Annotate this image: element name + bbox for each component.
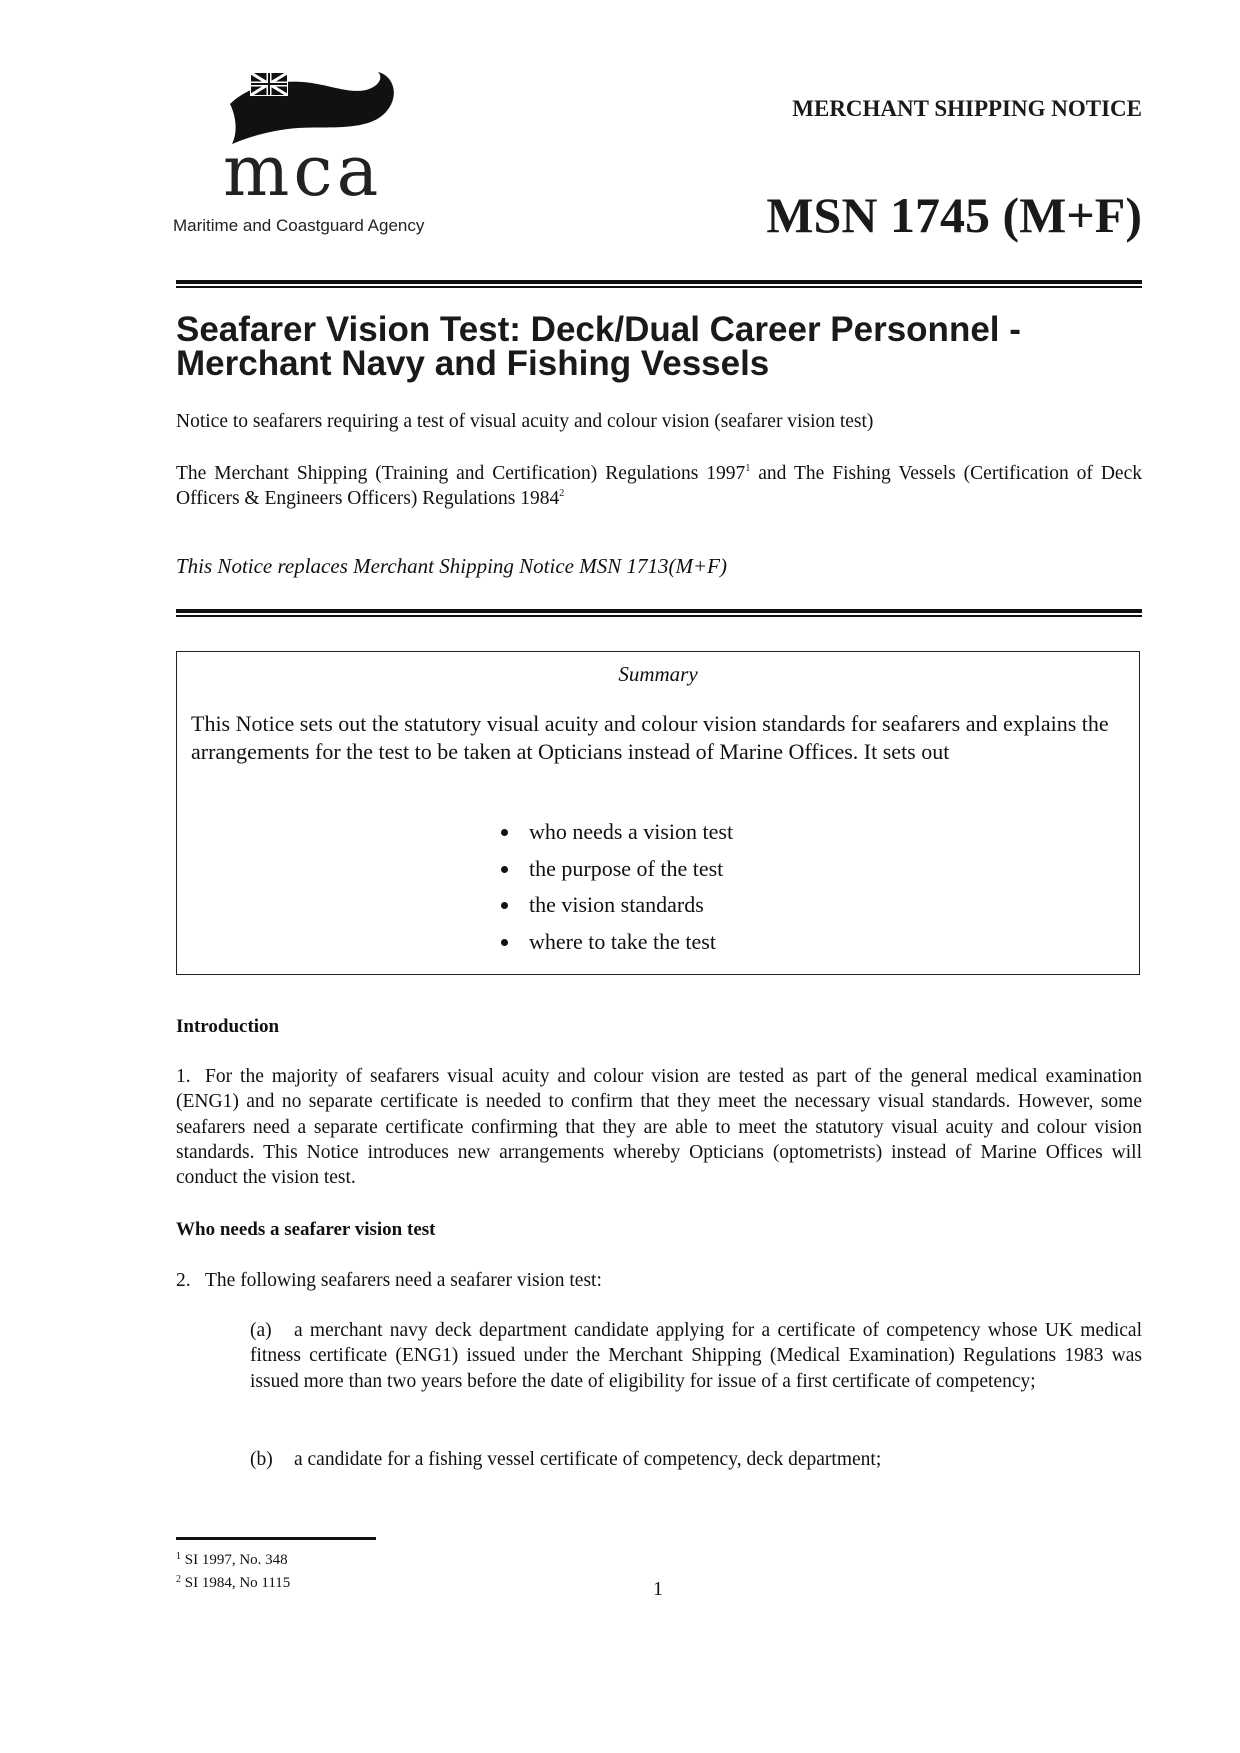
notice-type: MERCHANT SHIPPING NOTICE [792, 96, 1142, 121]
paragraph-number: 2. [176, 1270, 191, 1291]
regulations-part2: and The Fishing Vessels (Certification of Deck Officers & Engineers Officers) Regulations 1984 [176, 463, 1142, 509]
regulations-part1: The Merchant Shipping (Training and Certification) Regulations 1997 [176, 463, 746, 484]
subparagraph-text: a candidate for a fishing vessel certificate of competency, deck department; [294, 1449, 882, 1470]
footnote-divider [176, 1537, 376, 1540]
list-item: the purpose of the test [499, 857, 733, 894]
agency-name: Maritime and Coastguard Agency [173, 216, 425, 235]
paragraph-number: 1. [176, 1066, 191, 1087]
subparagraph-a [250, 1318, 1142, 1394]
paragraph-1 [176, 1064, 1142, 1190]
mca-logo [168, 66, 478, 246]
footnote-text: SI 1997, No. 348 [184, 1552, 288, 1568]
summary-list [499, 820, 733, 966]
regulations-reference [176, 461, 1142, 511]
footnote-marker: 1 [176, 1551, 181, 1562]
subparagraph-label: (b) [250, 1449, 273, 1470]
page-title: Seafarer Vision Test: Deck/Dual Career Personnel - Merchant Navy and Fishing Vessels [176, 310, 1021, 383]
replaces-notice: This Notice replaces Merchant Shipping Notice MSN 1713(M+F) [176, 554, 727, 578]
summary-box [176, 651, 1140, 975]
footnote-ref-2[interactable]: 2 [559, 488, 565, 499]
notice-subtitle: Notice to seafarers requiring a test of visual acuity and colour vision (seafarer vision test) [176, 411, 874, 432]
section-heading-introduction: Introduction [176, 1016, 280, 1037]
header-divider [176, 280, 1142, 288]
footnote-marker: 2 [176, 1574, 181, 1585]
paragraph-text: The following seafarers need a seafarer vision test: [205, 1270, 602, 1291]
summary-text: This Notice sets out the statutory visual acuity and colour vision standards for seafarers and explains the arrangements for the test to be taken at Opticians instead of Marine Offices. It sets out [191, 711, 1109, 764]
page-number: 1 [653, 1578, 663, 1600]
paragraph-text: For the majority of seafarers visual acuity and colour vision are tested as part of the general medical examination (ENG1) and no separate certificate is needed to confirm that they meet the necessary visual standards. However, some seafarers need a separate certificate confirming that they are able to meet the statutory visual acuity and colour vision standards. This Notice introduces new arrangements whereby Opticians (optometrists) instead of Marine Offices will conduct the vision test. [176, 1066, 1142, 1189]
list-item: who needs a vision test [499, 820, 733, 857]
footnote-text: SI 1984, No 1115 [184, 1575, 291, 1591]
subparagraph-b [250, 1447, 1142, 1472]
subparagraph-label: (a) [250, 1320, 272, 1341]
list-item: where to take the test [499, 930, 733, 967]
notice-number: MSN 1745 (M+F) [766, 187, 1142, 243]
footnote-1 [176, 1552, 288, 1569]
summary-title: Summary [618, 662, 698, 686]
logo-wordmark: mca [223, 130, 383, 212]
subparagraph-text: a merchant navy deck department candidate applying for a certificate of competency whose UK medical fitness certificate (ENG1) issued under the Merchant Shipping (Medical Examination) Regulations 1983 was issued more than two years before the date of eligibility for issue of a first certificate of competency; [250, 1320, 1142, 1392]
section-heading-who-needs: Who needs a seafarer vision test [176, 1219, 436, 1240]
summary-divider [176, 609, 1142, 617]
footnote-ref-1[interactable]: 1 [745, 463, 751, 474]
paragraph-2 [176, 1268, 1142, 1293]
list-item: the vision standards [499, 893, 733, 930]
